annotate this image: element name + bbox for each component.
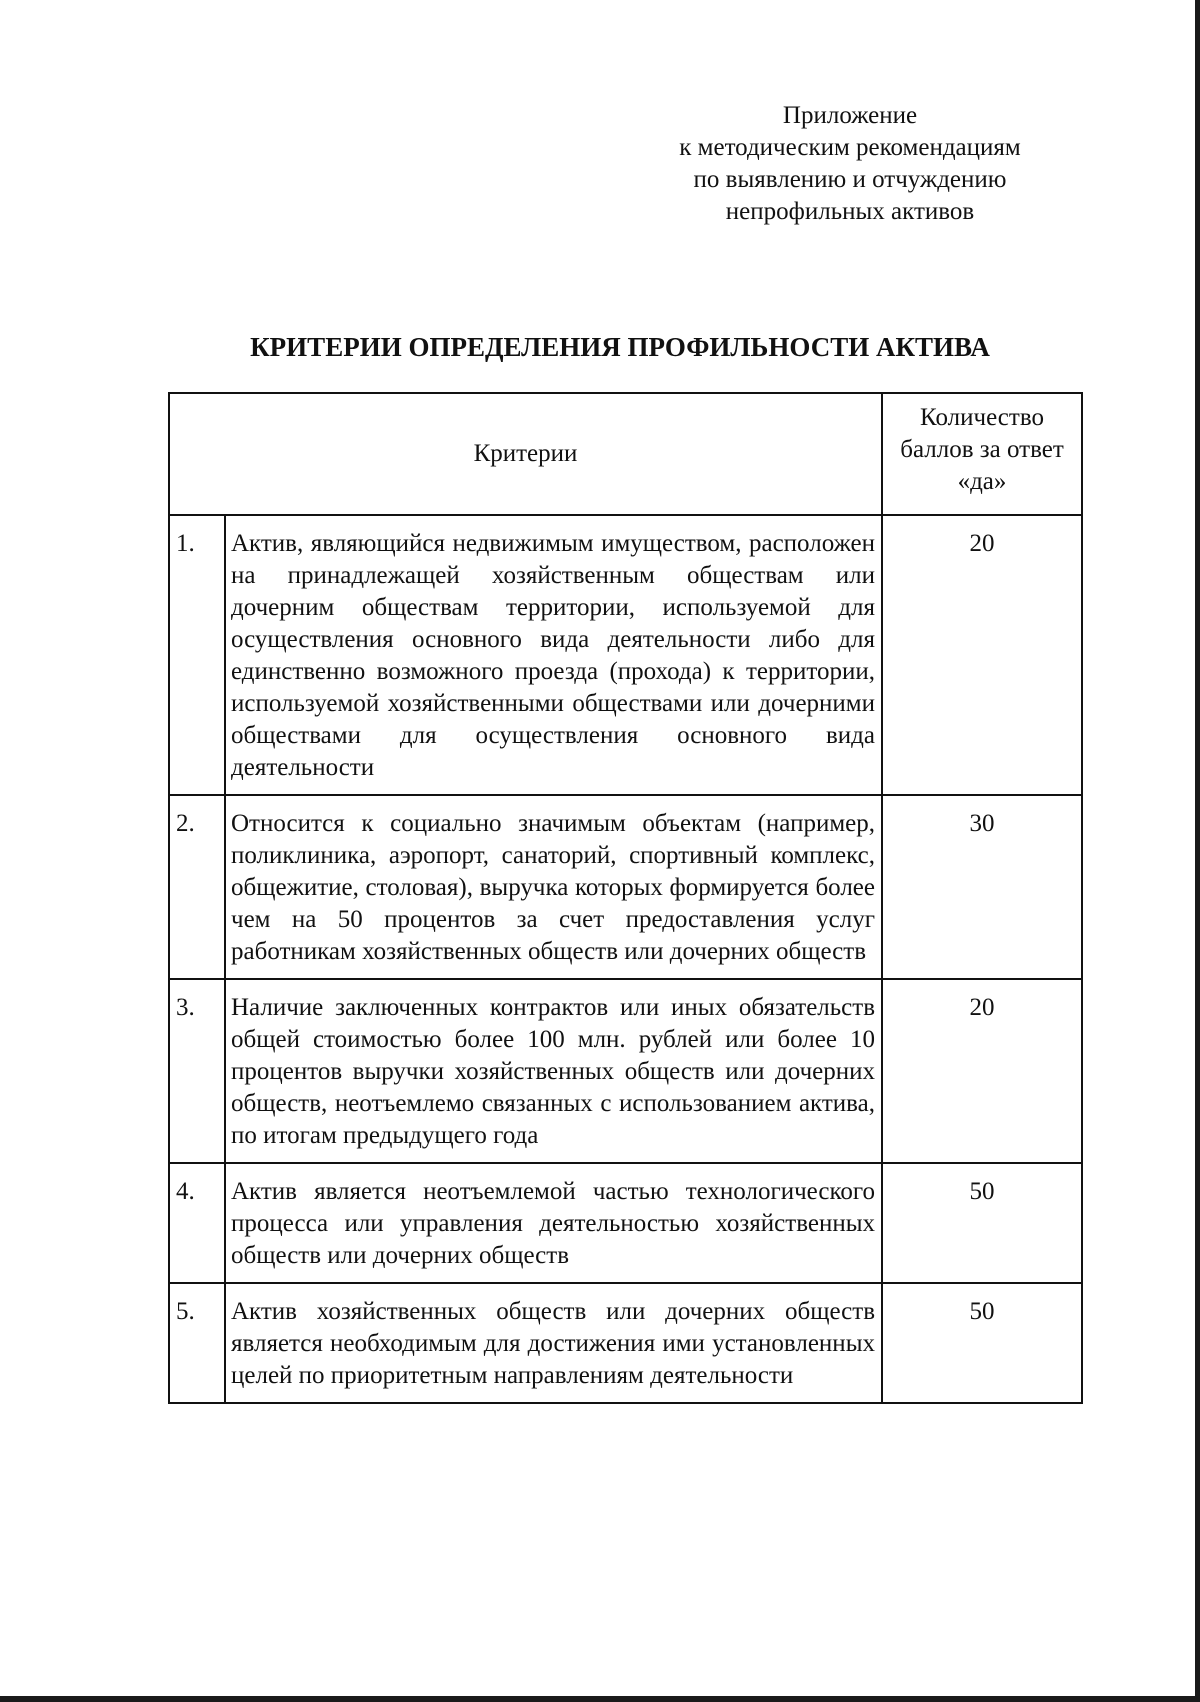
scan-border-bottom [0, 1696, 1200, 1702]
appendix-line-3: по выявлению и отчуждению [693, 166, 1007, 193]
row-criterion-text: Актив хозяйственных обществ или дочерних обществ является необходимым для достижения ими установленных целей по приоритетным направлениям деятельности [225, 1283, 882, 1403]
row-criterion-text: Актив является неотъемлемой частью технологического процесса или управления деятельностью хозяйственных обществ или дочерних обществ [225, 1163, 882, 1283]
table-row [169, 1163, 1082, 1283]
table-header-row [169, 393, 1082, 515]
document-title: КРИТЕРИИ ОПРЕДЕЛЕНИЯ ПРОФИЛЬНОСТИ АКТИВА [250, 332, 990, 362]
table-row [169, 795, 1082, 979]
row-criterion-text: Актив, являющийся недвижимым имуществом, расположен на принадлежащей хозяйственным обществам или дочерним обществам территории, используемой для осуществления основного вида деятельности либо для единственно возможного проезда (прохода) к территории, используемой хозяйственными обществами или дочерними обществами для осуществления основного вида деятельности [225, 515, 882, 795]
scan-border-right [1195, 0, 1200, 1702]
row-number: 1. [169, 515, 225, 795]
row-score: 20 [882, 979, 1082, 1163]
row-score: 50 [882, 1163, 1082, 1283]
row-number: 5. [169, 1283, 225, 1403]
table-row [169, 515, 1082, 795]
appendix-line-2: к методическим рекомендациям [679, 134, 1021, 161]
row-number: 2. [169, 795, 225, 979]
row-number: 4. [169, 1163, 225, 1283]
table-row [169, 979, 1082, 1163]
criteria-table [168, 392, 1083, 1404]
appendix-line-1: Приложение [782, 102, 918, 129]
row-score: 30 [882, 795, 1082, 979]
table-row [169, 1283, 1082, 1403]
appendix-line-4: непрофильных активов [725, 198, 975, 225]
row-number: 3. [169, 979, 225, 1163]
row-criterion-text: Относится к социально значимым объектам (например, поликлиника, аэропорт, санаторий, спортивный комплекс, общежитие, столовая), выручка которых формируется более чем на 50 процентов за счет предоставления услуг работникам хозяйственных обществ или дочерних обществ [225, 795, 882, 979]
header-criteria: Критерии [169, 393, 882, 515]
appendix-note [650, 100, 1050, 228]
row-criterion-text: Наличие заключенных контрактов или иных обязательств общей стоимостью более 100 млн. рублей или более 10 процентов выручки хозяйственных обществ или дочерних обществ, неотъемлемо связанных с использованием актива, по итогам предыдущего года [225, 979, 882, 1163]
row-score: 50 [882, 1283, 1082, 1403]
row-score: 20 [882, 515, 1082, 795]
header-score: Количество баллов за ответ «да» [882, 393, 1082, 515]
